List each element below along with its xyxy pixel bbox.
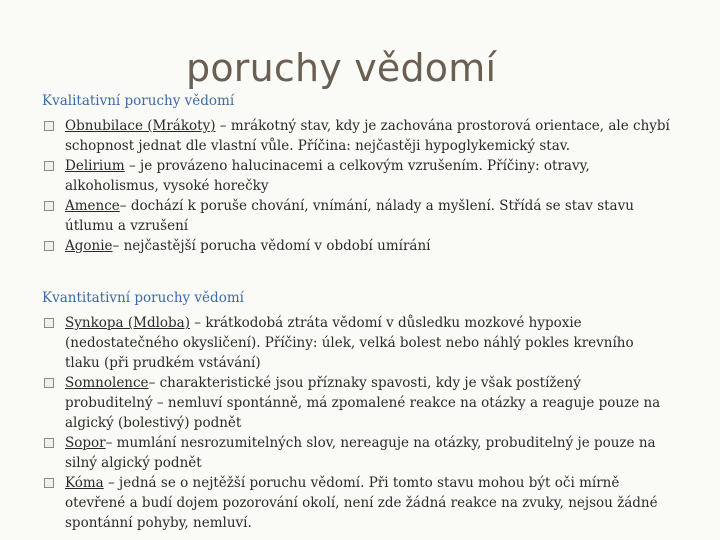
qualitative-list: [44, 116, 672, 256]
term-somnolence: Somnolence: [65, 375, 149, 391]
term-delirium: Delirium: [65, 158, 125, 174]
term-synkopa: Synkopa (Mdloba): [65, 315, 190, 331]
slide-title: poruchy vědomí: [186, 46, 497, 90]
term-obnubilace: Obnubilace (Mrákoty): [65, 118, 216, 134]
list-item: [44, 236, 672, 256]
item-description: – krátkodobá ztráta vědomí v důsledku mozkové hypoxie (nedostatečného okysličení). Příčiny: úlek, velká bolest nebo náhlý pokles krevního tlaku (při prudkém vstávání): [65, 315, 634, 371]
list-item: [44, 156, 672, 196]
list-item: [44, 373, 672, 433]
item-description: – mrákotný stav, kdy je zachována prostorová orientace, ale chybí schopnost jednat dle vlastní vůle. Příčina: nejčastěji hypoglykemický stav.: [65, 118, 670, 154]
term-amence: Amence: [65, 198, 120, 214]
item-description: – charakteristické jsou příznaky spavosti, kdy je však postížený probuditelný – nemluví spontánně, má zpomalené reakce na otázky a reaguje pouze na algický (bolestivý) podnět: [65, 375, 661, 431]
checkbox-bullet-icon: [44, 161, 54, 171]
item-description: – je provázeno halucinacemi a celkovým vzrušením. Příčiny: otravy, alkoholismus, vysoké horečky: [65, 158, 590, 194]
checkbox-bullet-icon: [44, 241, 54, 251]
list-item: [44, 313, 672, 373]
checkbox-bullet-icon: [44, 478, 54, 488]
list-item: [44, 196, 672, 236]
item-description: – jedná se o nejtěžší poruchu vědomí. Při tomto stavu mohou být oči mírně otevřené a budí dojem pozorování okolí, není zde žádná reakce na zvuky, nejsou žádné spontánní pohyby, nemluví.: [65, 475, 658, 531]
qualitative-heading: Kvalitativní poruchy vědomí: [42, 93, 235, 109]
quantitative-heading: Kvantitativní poruchy vědomí: [42, 290, 244, 306]
quantitative-list: [44, 313, 672, 533]
item-description: – mumlání nesrozumitelných slov, nereaguje na otázky, probuditelný je pouze na silný algický podnět: [65, 435, 656, 471]
term-agonie: Agonie: [65, 238, 113, 254]
checkbox-bullet-icon: [44, 121, 54, 131]
term-sopor: Sopor: [65, 435, 106, 451]
list-item: [44, 433, 672, 473]
item-description: – dochází k poruše chování, vnímání, nálady a myšlení. Střídá se stav stavu útlumu a vzrušení: [65, 198, 634, 234]
checkbox-bullet-icon: [44, 318, 54, 328]
checkbox-bullet-icon: [44, 201, 54, 211]
list-item: [44, 116, 672, 156]
checkbox-bullet-icon: [44, 438, 54, 448]
term-koma: Kóma: [65, 475, 104, 491]
list-item: [44, 473, 672, 533]
item-description: – nejčastější porucha vědomí v období umírání: [112, 238, 431, 254]
checkbox-bullet-icon: [44, 378, 54, 388]
